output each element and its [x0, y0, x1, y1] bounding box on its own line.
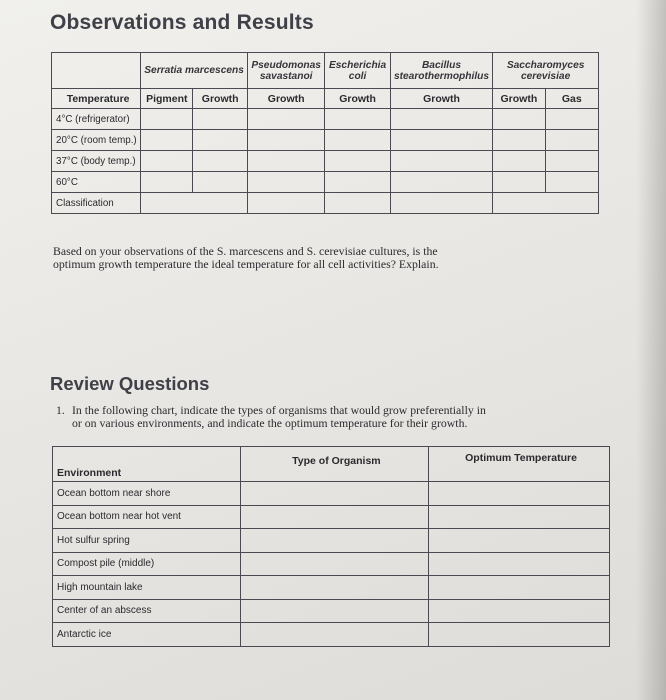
- entry-cell[interactable]: [240, 505, 428, 529]
- entry-cell[interactable]: [493, 193, 599, 214]
- entry-cell[interactable]: [193, 151, 248, 172]
- entry-cell[interactable]: [247, 151, 324, 172]
- table-row: [52, 109, 599, 130]
- question-text: In the following chart, indicate the types of organisms that would grow preferentially in or on various environments, and indicate the optimum temperature for their growth.: [72, 403, 486, 430]
- entry-cell[interactable]: [141, 172, 193, 193]
- question-number: 1.: [56, 403, 65, 417]
- entry-cell[interactable]: [141, 193, 248, 214]
- organism-header: Bacillus stearothermophilus: [390, 53, 492, 89]
- row-label: 60°C: [52, 172, 141, 193]
- environment-label: Ocean bottom near shore: [53, 482, 241, 506]
- entry-cell[interactable]: [240, 482, 428, 506]
- subheader-cell: Growth: [493, 89, 545, 109]
- entry-cell[interactable]: [325, 172, 390, 193]
- row-label: Classification: [52, 193, 141, 214]
- results-table: [51, 52, 599, 214]
- entry-cell[interactable]: [390, 193, 492, 214]
- entry-cell[interactable]: [390, 109, 492, 130]
- organism-header: Saccharomyces cerevisiae: [493, 53, 599, 89]
- review-title: Review Questions: [50, 373, 210, 394]
- entry-cell[interactable]: [390, 151, 492, 172]
- question-1: [56, 404, 486, 430]
- entry-cell[interactable]: [240, 529, 428, 553]
- entry-cell[interactable]: [545, 172, 598, 193]
- column-header: Type of Organism: [240, 447, 428, 482]
- environment-label: Hot sulfur spring: [53, 529, 241, 553]
- entry-cell[interactable]: [193, 109, 248, 130]
- environment-label: Compost pile (middle): [53, 552, 241, 576]
- subheader-cell: Pigment: [141, 89, 193, 109]
- entry-cell[interactable]: [325, 130, 390, 151]
- entry-cell[interactable]: [493, 130, 545, 151]
- entry-cell[interactable]: [240, 552, 428, 576]
- entry-cell[interactable]: [247, 109, 324, 130]
- entry-cell[interactable]: [493, 151, 545, 172]
- environment-label: Ocean bottom near hot vent: [53, 505, 241, 529]
- table-row: [52, 193, 599, 214]
- discussion-paragraph: Based on your observations of the S. marcescens and S. cerevisiae cultures, is the optimum growth temperature the ideal temperature for all cell activities? Explain.: [53, 244, 439, 271]
- entry-cell[interactable]: [193, 130, 248, 151]
- table-row: [53, 505, 610, 529]
- entry-cell[interactable]: [141, 109, 193, 130]
- organism-header: Escherichia coli: [325, 53, 390, 89]
- entry-cell[interactable]: [240, 576, 428, 600]
- page-edge-shadow: [636, 0, 666, 700]
- header-blank-cell: [52, 53, 141, 89]
- entry-cell[interactable]: [545, 151, 598, 172]
- subheader-cell: Growth: [325, 89, 390, 109]
- entry-cell[interactable]: [325, 109, 390, 130]
- environment-label: High mountain lake: [53, 576, 241, 600]
- table-row: [53, 529, 610, 553]
- table-row: [53, 576, 610, 600]
- organism-header: Serratia marcescens: [141, 53, 248, 89]
- entry-cell[interactable]: [429, 482, 610, 506]
- subheader-cell: Growth: [247, 89, 324, 109]
- corner-label: Temperature: [52, 89, 141, 109]
- environment-label: Antarctic ice: [53, 623, 241, 647]
- entry-cell[interactable]: [429, 576, 610, 600]
- entry-cell[interactable]: [429, 529, 610, 553]
- entry-cell[interactable]: [240, 623, 428, 647]
- table-row: [52, 172, 599, 193]
- entry-cell[interactable]: [493, 172, 545, 193]
- table-row: [53, 599, 610, 623]
- column-header: Optimum Temperature: [429, 447, 610, 482]
- subheader-cell: Growth: [390, 89, 492, 109]
- entry-cell[interactable]: [141, 151, 193, 172]
- table-row: [52, 151, 599, 172]
- table-row: [53, 623, 610, 647]
- entry-cell[interactable]: [325, 193, 390, 214]
- entry-cell[interactable]: [247, 193, 324, 214]
- entry-cell[interactable]: [429, 599, 610, 623]
- entry-cell[interactable]: [429, 505, 610, 529]
- entry-cell[interactable]: [390, 172, 492, 193]
- page-title: Observations and Results: [50, 11, 314, 34]
- entry-cell[interactable]: [141, 130, 193, 151]
- entry-cell[interactable]: [390, 130, 492, 151]
- entry-cell[interactable]: [193, 172, 248, 193]
- entry-cell[interactable]: [247, 172, 324, 193]
- table-row: [52, 130, 599, 151]
- row-label: 20°C (room temp.): [52, 130, 141, 151]
- entry-cell[interactable]: [325, 151, 390, 172]
- subheader-cell: Growth: [193, 89, 248, 109]
- environment-label: Center of an abscess: [53, 599, 241, 623]
- entry-cell[interactable]: [545, 130, 598, 151]
- entry-cell[interactable]: [429, 552, 610, 576]
- row-label: 37°C (body temp.): [52, 151, 141, 172]
- environment-table: [52, 446, 610, 647]
- entry-cell[interactable]: [545, 109, 598, 130]
- column-header: Environment: [53, 447, 241, 482]
- table-row: [53, 482, 610, 506]
- entry-cell[interactable]: [493, 109, 545, 130]
- entry-cell[interactable]: [240, 599, 428, 623]
- entry-cell[interactable]: [429, 623, 610, 647]
- organism-header: Pseudomonas savastanoi: [247, 53, 324, 89]
- row-label: 4°C (refrigerator): [52, 109, 141, 130]
- subheader-cell: Gas: [545, 89, 598, 109]
- entry-cell[interactable]: [247, 130, 324, 151]
- table-row: [53, 552, 610, 576]
